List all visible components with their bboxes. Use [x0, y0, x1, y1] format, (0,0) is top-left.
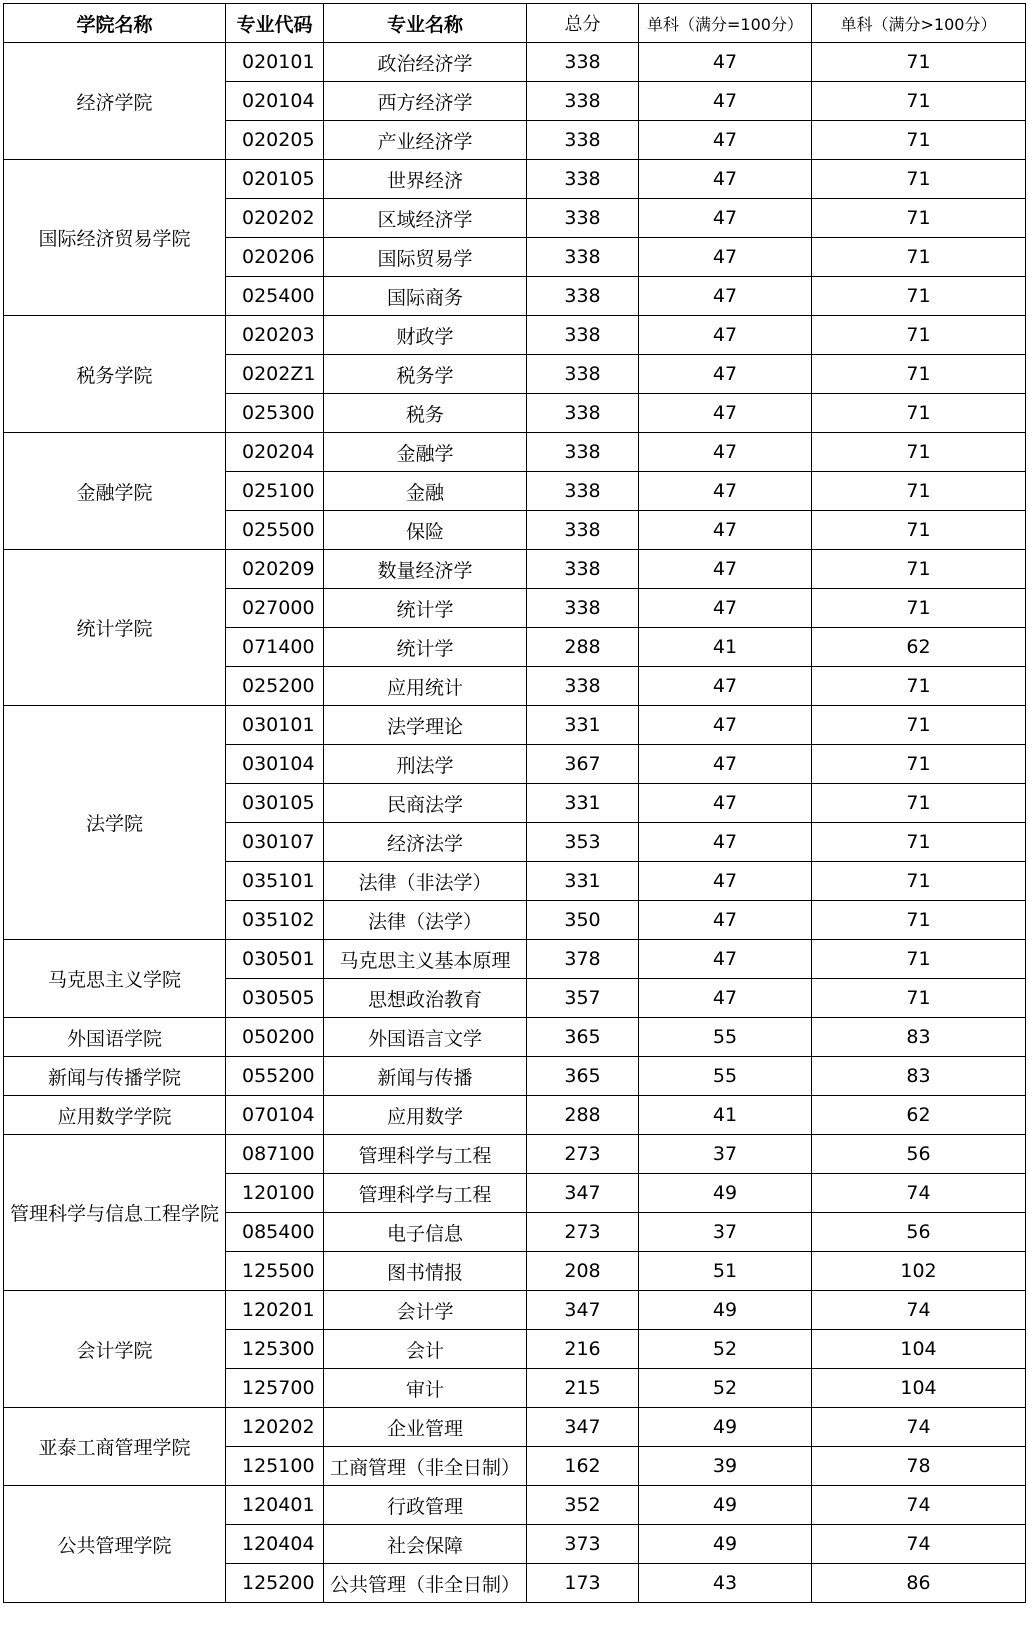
major-code-cell: 055200 — [226, 1057, 324, 1096]
major-name-cell: 税务 — [324, 394, 527, 433]
single-subject-over-100-cell: 71 — [812, 550, 1026, 589]
major-name-cell: 金融学 — [324, 433, 527, 472]
header-total-score: 总分 — [527, 4, 639, 43]
major-code-cell: 070104 — [226, 1096, 324, 1135]
major-name-cell: 应用统计 — [324, 667, 527, 706]
single-subject-over-100-cell: 74 — [812, 1525, 1026, 1564]
total-score-cell: 331 — [527, 784, 639, 823]
major-name-cell: 应用数学 — [324, 1096, 527, 1135]
total-score-cell: 365 — [527, 1018, 639, 1057]
major-name-cell: 法律（非法学） — [324, 862, 527, 901]
total-score-cell: 338 — [527, 511, 639, 550]
single-subject-100-cell: 52 — [639, 1369, 812, 1408]
single-subject-over-100-cell: 56 — [812, 1213, 1026, 1252]
major-code-cell: 020206 — [226, 238, 324, 277]
table-row — [4, 43, 1026, 82]
single-subject-over-100-cell: 71 — [812, 901, 1026, 940]
single-subject-over-100-cell: 71 — [812, 667, 1026, 706]
major-name-cell: 税务学 — [324, 355, 527, 394]
single-subject-100-cell: 47 — [639, 745, 812, 784]
single-subject-100-cell: 55 — [639, 1057, 812, 1096]
single-subject-over-100-cell: 71 — [812, 316, 1026, 355]
major-name-cell: 管理科学与工程 — [324, 1174, 527, 1213]
major-code-cell: 085400 — [226, 1213, 324, 1252]
single-subject-over-100-cell: 71 — [812, 823, 1026, 862]
single-subject-100-cell: 47 — [639, 940, 812, 979]
single-subject-100-cell: 47 — [639, 511, 812, 550]
single-subject-over-100-cell: 71 — [812, 199, 1026, 238]
single-subject-over-100-cell: 71 — [812, 277, 1026, 316]
major-code-cell: 125500 — [226, 1252, 324, 1291]
single-subject-100-cell: 43 — [639, 1564, 812, 1603]
single-subject-100-cell: 47 — [639, 550, 812, 589]
table-row — [4, 1096, 1026, 1135]
single-subject-100-cell: 47 — [639, 316, 812, 355]
single-subject-100-cell: 39 — [639, 1447, 812, 1486]
major-name-cell: 管理科学与工程 — [324, 1135, 527, 1174]
major-name-cell: 统计学 — [324, 628, 527, 667]
single-subject-over-100-cell: 71 — [812, 979, 1026, 1018]
single-subject-over-100-cell: 71 — [812, 745, 1026, 784]
total-score-cell: 338 — [527, 277, 639, 316]
table-row — [4, 1291, 1026, 1330]
header-row — [4, 4, 1026, 43]
single-subject-over-100-cell: 74 — [812, 1408, 1026, 1447]
single-subject-over-100-cell: 78 — [812, 1447, 1026, 1486]
major-code-cell: 035102 — [226, 901, 324, 940]
single-subject-100-cell: 47 — [639, 355, 812, 394]
major-code-cell: 125100 — [226, 1447, 324, 1486]
header-major-name: 专业名称 — [324, 4, 527, 43]
single-subject-100-cell: 47 — [639, 901, 812, 940]
total-score-cell: 288 — [527, 628, 639, 667]
single-subject-over-100-cell: 71 — [812, 472, 1026, 511]
single-subject-over-100-cell: 71 — [812, 511, 1026, 550]
single-subject-over-100-cell: 83 — [812, 1018, 1026, 1057]
major-name-cell: 法律（法学） — [324, 901, 527, 940]
major-code-cell: 025500 — [226, 511, 324, 550]
college-name-cell: 国际经济贸易学院 — [4, 160, 226, 316]
table-row — [4, 1057, 1026, 1096]
header-single-subject-100: 单科（满分=100分） — [639, 4, 812, 43]
major-code-cell: 020101 — [226, 43, 324, 82]
total-score-cell: 173 — [527, 1564, 639, 1603]
major-name-cell: 行政管理 — [324, 1486, 527, 1525]
single-subject-over-100-cell: 83 — [812, 1057, 1026, 1096]
major-name-cell: 数量经济学 — [324, 550, 527, 589]
table-row — [4, 1018, 1026, 1057]
single-subject-100-cell: 49 — [639, 1486, 812, 1525]
major-code-cell: 030501 — [226, 940, 324, 979]
major-code-cell: 020105 — [226, 160, 324, 199]
total-score-cell: 347 — [527, 1408, 639, 1447]
major-name-cell: 审计 — [324, 1369, 527, 1408]
major-name-cell: 思想政治教育 — [324, 979, 527, 1018]
major-name-cell: 会计 — [324, 1330, 527, 1369]
major-name-cell: 产业经济学 — [324, 121, 527, 160]
single-subject-over-100-cell: 71 — [812, 121, 1026, 160]
total-score-cell: 273 — [527, 1213, 639, 1252]
single-subject-100-cell: 41 — [639, 628, 812, 667]
single-subject-100-cell: 37 — [639, 1135, 812, 1174]
single-subject-100-cell: 47 — [639, 823, 812, 862]
single-subject-100-cell: 47 — [639, 394, 812, 433]
table-row — [4, 316, 1026, 355]
major-name-cell: 金融 — [324, 472, 527, 511]
total-score-cell: 338 — [527, 43, 639, 82]
major-code-cell: 125200 — [226, 1564, 324, 1603]
single-subject-100-cell: 47 — [639, 784, 812, 823]
college-name-cell: 税务学院 — [4, 316, 226, 433]
single-subject-over-100-cell: 74 — [812, 1486, 1026, 1525]
major-name-cell: 国际商务 — [324, 277, 527, 316]
total-score-cell: 338 — [527, 667, 639, 706]
single-subject-100-cell: 47 — [639, 160, 812, 199]
single-subject-over-100-cell: 71 — [812, 706, 1026, 745]
single-subject-over-100-cell: 104 — [812, 1330, 1026, 1369]
major-name-cell: 经济法学 — [324, 823, 527, 862]
major-code-cell: 020209 — [226, 550, 324, 589]
single-subject-100-cell: 47 — [639, 121, 812, 160]
college-name-cell: 法学院 — [4, 706, 226, 940]
header-major-code: 专业代码 — [226, 4, 324, 43]
major-name-cell: 社会保障 — [324, 1525, 527, 1564]
total-score-cell: 357 — [527, 979, 639, 1018]
college-name-cell: 经济学院 — [4, 43, 226, 160]
single-subject-over-100-cell: 74 — [812, 1174, 1026, 1213]
total-score-cell: 347 — [527, 1291, 639, 1330]
single-subject-over-100-cell: 71 — [812, 355, 1026, 394]
major-code-cell: 027000 — [226, 589, 324, 628]
college-name-cell: 亚泰工商管理学院 — [4, 1408, 226, 1486]
major-code-cell: 120401 — [226, 1486, 324, 1525]
score-table — [3, 3, 1026, 1603]
major-code-cell: 030101 — [226, 706, 324, 745]
major-code-cell: 0202Z1 — [226, 355, 324, 394]
major-name-cell: 工商管理（非全日制） — [324, 1447, 527, 1486]
single-subject-100-cell: 49 — [639, 1408, 812, 1447]
major-code-cell: 120100 — [226, 1174, 324, 1213]
total-score-cell: 365 — [527, 1057, 639, 1096]
single-subject-100-cell: 52 — [639, 1330, 812, 1369]
major-code-cell: 120201 — [226, 1291, 324, 1330]
major-code-cell: 071400 — [226, 628, 324, 667]
single-subject-over-100-cell: 56 — [812, 1135, 1026, 1174]
single-subject-100-cell: 49 — [639, 1174, 812, 1213]
total-score-cell: 215 — [527, 1369, 639, 1408]
single-subject-100-cell: 49 — [639, 1291, 812, 1330]
table-body — [4, 43, 1026, 1603]
major-code-cell: 020205 — [226, 121, 324, 160]
major-code-cell: 030104 — [226, 745, 324, 784]
single-subject-100-cell: 47 — [639, 277, 812, 316]
major-code-cell: 120404 — [226, 1525, 324, 1564]
total-score-cell: 350 — [527, 901, 639, 940]
total-score-cell: 216 — [527, 1330, 639, 1369]
major-name-cell: 区域经济学 — [324, 199, 527, 238]
college-name-cell: 公共管理学院 — [4, 1486, 226, 1603]
major-name-cell: 民商法学 — [324, 784, 527, 823]
single-subject-100-cell: 47 — [639, 43, 812, 82]
total-score-cell: 347 — [527, 1174, 639, 1213]
table-row — [4, 706, 1026, 745]
total-score-cell: 162 — [527, 1447, 639, 1486]
total-score-cell: 331 — [527, 862, 639, 901]
major-name-cell: 法学理论 — [324, 706, 527, 745]
total-score-cell: 338 — [527, 238, 639, 277]
major-name-cell: 新闻与传播 — [324, 1057, 527, 1096]
single-subject-over-100-cell: 71 — [812, 43, 1026, 82]
single-subject-over-100-cell: 71 — [812, 862, 1026, 901]
single-subject-over-100-cell: 71 — [812, 160, 1026, 199]
single-subject-over-100-cell: 71 — [812, 238, 1026, 277]
major-name-cell: 刑法学 — [324, 745, 527, 784]
single-subject-100-cell: 47 — [639, 82, 812, 121]
single-subject-100-cell: 47 — [639, 862, 812, 901]
college-name-cell: 会计学院 — [4, 1291, 226, 1408]
single-subject-100-cell: 47 — [639, 667, 812, 706]
table-row — [4, 160, 1026, 199]
single-subject-100-cell: 47 — [639, 706, 812, 745]
total-score-cell: 338 — [527, 589, 639, 628]
major-name-cell: 世界经济 — [324, 160, 527, 199]
major-name-cell: 财政学 — [324, 316, 527, 355]
major-code-cell: 030107 — [226, 823, 324, 862]
major-name-cell: 电子信息 — [324, 1213, 527, 1252]
single-subject-over-100-cell: 104 — [812, 1369, 1026, 1408]
major-name-cell: 保险 — [324, 511, 527, 550]
single-subject-100-cell: 51 — [639, 1252, 812, 1291]
table-row — [4, 550, 1026, 589]
single-subject-100-cell: 47 — [639, 589, 812, 628]
header-college: 学院名称 — [4, 4, 226, 43]
major-name-cell: 会计学 — [324, 1291, 527, 1330]
table-row — [4, 1135, 1026, 1174]
college-name-cell: 金融学院 — [4, 433, 226, 550]
major-code-cell: 020204 — [226, 433, 324, 472]
single-subject-100-cell: 47 — [639, 472, 812, 511]
single-subject-over-100-cell: 74 — [812, 1291, 1026, 1330]
major-code-cell: 120202 — [226, 1408, 324, 1447]
total-score-cell: 338 — [527, 355, 639, 394]
major-code-cell: 125700 — [226, 1369, 324, 1408]
table-row — [4, 1486, 1026, 1525]
single-subject-over-100-cell: 71 — [812, 940, 1026, 979]
major-code-cell: 087100 — [226, 1135, 324, 1174]
major-name-cell: 国际贸易学 — [324, 238, 527, 277]
college-name-cell: 应用数学学院 — [4, 1096, 226, 1135]
single-subject-over-100-cell: 71 — [812, 394, 1026, 433]
table-row — [4, 1408, 1026, 1447]
major-name-cell: 马克思主义基本原理 — [324, 940, 527, 979]
single-subject-over-100-cell: 71 — [812, 82, 1026, 121]
college-name-cell: 马克思主义学院 — [4, 940, 226, 1018]
single-subject-100-cell: 47 — [639, 199, 812, 238]
table-row — [4, 940, 1026, 979]
total-score-cell: 338 — [527, 394, 639, 433]
header-single-subject-over-100: 单科（满分>100分） — [812, 4, 1026, 43]
total-score-cell: 338 — [527, 433, 639, 472]
single-subject-100-cell: 47 — [639, 238, 812, 277]
total-score-cell: 208 — [527, 1252, 639, 1291]
single-subject-100-cell: 47 — [639, 979, 812, 1018]
college-name-cell: 新闻与传播学院 — [4, 1057, 226, 1096]
single-subject-over-100-cell: 86 — [812, 1564, 1026, 1603]
total-score-cell: 273 — [527, 1135, 639, 1174]
total-score-cell: 378 — [527, 940, 639, 979]
single-subject-100-cell: 41 — [639, 1096, 812, 1135]
total-score-cell: 338 — [527, 121, 639, 160]
major-code-cell: 020104 — [226, 82, 324, 121]
table-row — [4, 433, 1026, 472]
single-subject-over-100-cell: 71 — [812, 784, 1026, 823]
total-score-cell: 338 — [527, 316, 639, 355]
major-code-cell: 030105 — [226, 784, 324, 823]
major-name-cell: 企业管理 — [324, 1408, 527, 1447]
single-subject-over-100-cell: 71 — [812, 433, 1026, 472]
major-code-cell: 125300 — [226, 1330, 324, 1369]
major-code-cell: 020202 — [226, 199, 324, 238]
major-code-cell: 035101 — [226, 862, 324, 901]
major-code-cell: 025200 — [226, 667, 324, 706]
single-subject-over-100-cell: 62 — [812, 628, 1026, 667]
major-name-cell: 公共管理（非全日制） — [324, 1564, 527, 1603]
major-name-cell: 政治经济学 — [324, 43, 527, 82]
college-name-cell: 外国语学院 — [4, 1018, 226, 1057]
college-name-cell: 管理科学与信息工程学院 — [4, 1135, 226, 1291]
major-code-cell: 020203 — [226, 316, 324, 355]
single-subject-over-100-cell: 71 — [812, 589, 1026, 628]
total-score-cell: 338 — [527, 160, 639, 199]
major-name-cell: 统计学 — [324, 589, 527, 628]
single-subject-100-cell: 47 — [639, 433, 812, 472]
total-score-cell: 373 — [527, 1525, 639, 1564]
total-score-cell: 353 — [527, 823, 639, 862]
single-subject-over-100-cell: 102 — [812, 1252, 1026, 1291]
major-code-cell: 025400 — [226, 277, 324, 316]
total-score-cell: 338 — [527, 199, 639, 238]
total-score-cell: 331 — [527, 706, 639, 745]
single-subject-100-cell: 49 — [639, 1525, 812, 1564]
total-score-cell: 338 — [527, 550, 639, 589]
major-name-cell: 西方经济学 — [324, 82, 527, 121]
major-code-cell: 030505 — [226, 979, 324, 1018]
total-score-cell: 288 — [527, 1096, 639, 1135]
major-code-cell: 025100 — [226, 472, 324, 511]
single-subject-100-cell: 37 — [639, 1213, 812, 1252]
single-subject-over-100-cell: 62 — [812, 1096, 1026, 1135]
major-name-cell: 外国语言文学 — [324, 1018, 527, 1057]
major-code-cell: 050200 — [226, 1018, 324, 1057]
major-name-cell: 图书情报 — [324, 1252, 527, 1291]
major-code-cell: 025300 — [226, 394, 324, 433]
single-subject-100-cell: 55 — [639, 1018, 812, 1057]
college-name-cell: 统计学院 — [4, 550, 226, 706]
total-score-cell: 367 — [527, 745, 639, 784]
total-score-cell: 352 — [527, 1486, 639, 1525]
total-score-cell: 338 — [527, 472, 639, 511]
total-score-cell: 338 — [527, 82, 639, 121]
